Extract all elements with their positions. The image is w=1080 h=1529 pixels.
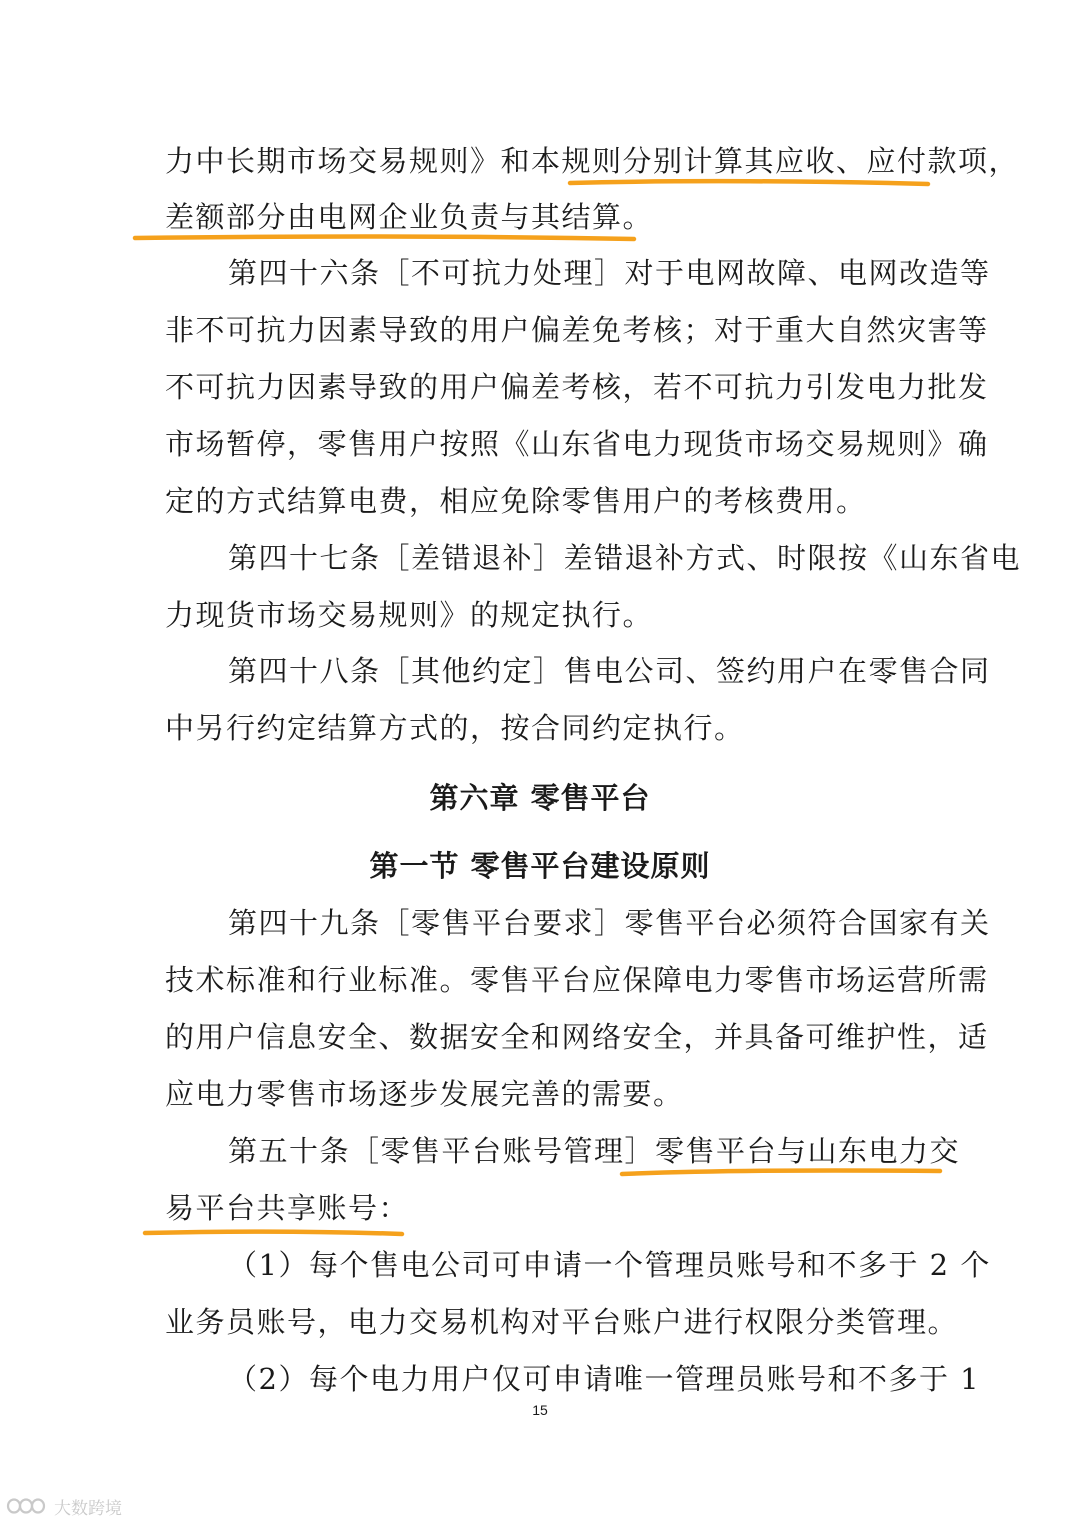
body-line: 定的方式结算电费，相应免除零售用户的考核费用。 [165, 484, 867, 518]
body-line: 的用户信息安全、数据安全和网络安全，并具备可维护性，适 [165, 1020, 989, 1054]
body-line: 非不可抗力因素导致的用户偏差免考核；对于重大自然灾害等 [165, 313, 989, 347]
highlight-underline-4 [145, 1232, 402, 1234]
article-46-line: 第四十六条［不可抗力处理］对于电网故障、电网改造等 [228, 256, 991, 290]
body-line: 力中长期市场交易规则》和本规则分别计算其应收、应付款项， [165, 144, 1020, 178]
body-line: 应电力零售市场逐步发展完善的需要。 [165, 1077, 684, 1111]
body-line: 技术标准和行业标准。零售平台应保障电力零售市场运营所需 [165, 963, 989, 997]
article-49-line: 第四十九条［零售平台要求］零售平台必须符合国家有关 [228, 906, 991, 940]
body-line: 差额部分由电网企业负责与其结算。 [165, 200, 654, 234]
body-line: 中另行约定结算方式的，按合同约定执行。 [165, 711, 745, 745]
article-50-line: 第五十条［零售平台账号管理］零售平台与山东电力交 [228, 1134, 961, 1168]
body-line: 业务员账号，电力交易机构对平台账户进行权限分类管理。 [165, 1305, 959, 1339]
list-item-1-line: （1）每个售电公司可申请一个管理员账号和不多于 2 个 [228, 1248, 991, 1282]
brand-logo-icon [6, 1495, 50, 1517]
body-line: 不可抗力因素导致的用户偏差考核，若不可抗力引发电力批发 [165, 370, 989, 404]
page-number: 15 [532, 1402, 548, 1418]
article-48-line: 第四十八条［其他约定］售电公司、签约用户在零售合同 [228, 654, 991, 688]
watermark-text: 大数跨境 [54, 1498, 122, 1519]
watermark [6, 1494, 122, 1518]
body-line: 市场暂停，零售用户按照《山东省电力现货市场交易规则》确 [165, 427, 989, 461]
article-47-line: 第四十七条［差错退补］差错退补方式、时限按《山东省电 [228, 541, 1022, 575]
body-line: 力现货市场交易规则》的规定执行。 [165, 598, 654, 632]
section-title: 第一节 零售平台建设原则 [369, 849, 711, 883]
list-item-2-line: （2）每个电力用户仅可申请唯一管理员账号和不多于 1 [228, 1362, 981, 1396]
chapter-title: 第六章 零售平台 [429, 781, 651, 815]
body-line: 易平台共享账号： [165, 1191, 410, 1225]
